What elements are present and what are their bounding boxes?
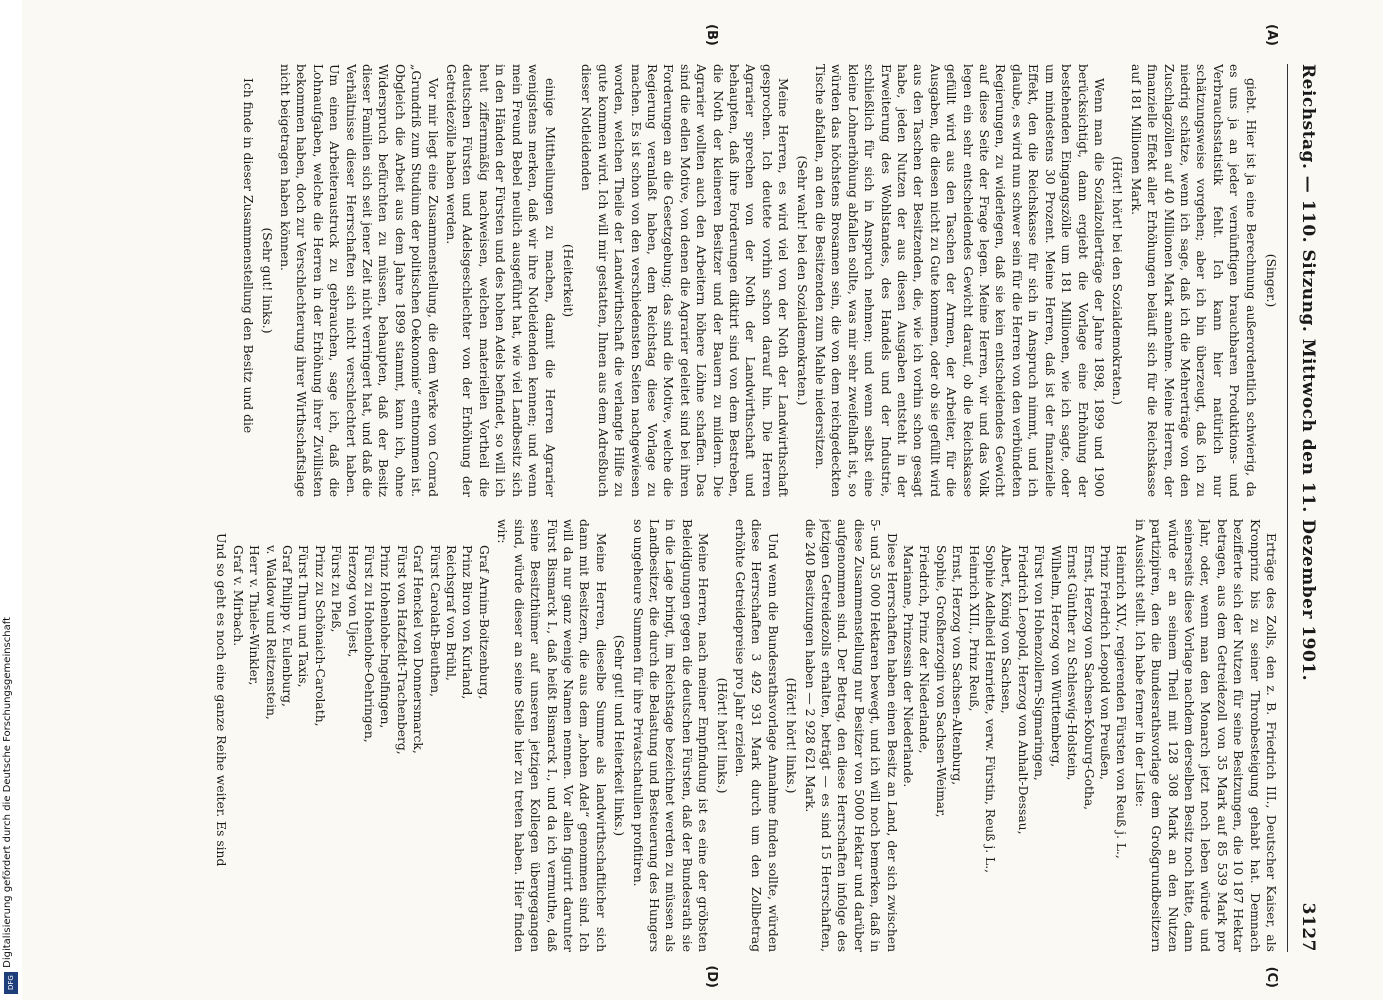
interjection: (Heiterkeit) <box>560 243 575 318</box>
list-item: Friedrich Leopold, Herzog von Anhalt-Dessau, <box>1015 545 1030 835</box>
margin-mark-d: (D) <box>704 965 719 988</box>
list-item: v. Waldow und Reitzenstein, <box>263 545 278 720</box>
right-column <box>129 519 1279 952</box>
list-item: Graf v. Mirbach. <box>230 545 245 647</box>
list-item: Graf Henckel von Donnersmarck, <box>411 545 426 754</box>
list-item: Friedrich, Prinz der Niederlande, <box>917 545 932 754</box>
interjection: (Hört! hört! links.) <box>714 677 729 794</box>
nobility-list-1 <box>900 545 1130 952</box>
interjection: (Sehr gut! und Heiterkeit links.) <box>612 634 627 837</box>
list-item: Fürst von Hatzfeldt-Trachenberg, <box>394 545 409 755</box>
list-item: Reichsgraf von Brühl, <box>444 545 459 681</box>
list-item: Prinz Hohenlohe-Ingelfingen, <box>378 545 393 729</box>
interjection: (Sehr gut! links.) <box>259 227 274 334</box>
margin-mark-c: (C) <box>1264 966 1279 988</box>
list-item: Herzog von Ujest, <box>345 545 360 658</box>
paragraph: giebt. Hier ist ja eine Berechnung außerordentlich schwierig, da es uns ja an jeder vernünftigen brauchbaren Produktions- und Verbrauchsstatistik fehlt. Ich kann hier natürlich nur schätzungsweise vorgehen; aber ich bin überzeugt, daß ich zu niedrig schätze, wenn ich sage, daß ich die Mehrerträge von den Zuschlagzöllen auf 40 Millionen Mark annehme. Meine Herren, der finanzielle Effekt aller Erhöhungen beläuft sich für die Reichskasse auf 181 Millionen Mark. <box>1128 64 1258 497</box>
list-item: Heinrich XIII., Prinz Reuß, <box>966 545 981 712</box>
list-item: Wilhelm, Herzog von Württemberg, <box>1048 545 1063 768</box>
list-item: Fürst Thurn und Taxis, <box>296 545 311 688</box>
list-item: Graf Philipp v. Eulenburg, <box>280 545 295 707</box>
paragraph: Meine Herren, nach meiner Empfindung ist es eine der gröbsten Beleidigungen gegen die deutschen Fürsten, daß der Bundesrath sie in die Lage bringt, im Reichstage bezeichnet werden zu müssen als Landbesitzer, die durch die Belastung und Besteuerung des Hungers so ungeheure Summen für ihre Privatschatullen profitiren. <box>630 519 711 952</box>
list-item: Ernst Günther zu Schleswig-Holstein, <box>1065 545 1080 781</box>
paragraph: Diese Herrschaften haben einen Besitz an Land, der sich zwischen 5- und 35 000 Hektaren bewegt, und ich will noch bemerken, daß in diese Zusammenstellung nur Besitzer von 5000 Hektar und darüber aufgenommen sind. Der Betrag, den diese Herrschaften infolge des jetzigen Getreidezolls erhalten, beträgt — es sind 15 Herrschaften, die 240 Besitzungen haben — 2 928 621 Mark. <box>802 519 899 952</box>
list-item: Heinrich XIV., regierenden Fürsten von Reuß j. L., <box>1114 545 1129 859</box>
digitization-credit: Digitalisierung gefördert durch die Deutsche Forschungsgemeinschaft <box>2 617 13 968</box>
paragraph: Erträge des Zolls, den z. B. Friedrich III., Deutscher Kaiser, als Kronprinz bis zu seiner Thronbesteigung gehabt hat. Demnach bezifferte sich der Nutzen für seine Besitzungen, die 10 187 Hektar betragen, aus dem Getreidezoll von 35 Mark auf 85 539 Mark pro Jahr, oder, wenn man den Monarch jetzt noch leben würde und seinerseits diese Vorlage nachdem derselben Besitz noch hätte, dann würde er an seinem Theil mit 128 308 Mark an den Nutzen partizipiren, den die Bundesrathsvorlage dem Großgrundbesitzern in Aussicht stellt. Ich habe ferner in der Liste: <box>1132 519 1278 952</box>
list-item: Herr v. Thiele-Winkler, <box>247 545 262 686</box>
list-item: Prinz zu Schönaich-Carolath, <box>312 545 327 727</box>
list-item: Prinz Friedrich Leopold von Preußen, <box>1097 545 1112 781</box>
paragraph: Vor mir liegt eine Zusammenstellung, die dem Werke von Conrad „Grundriß zum Studium der politischen Oekonomie“ entnommen ist. Obgleich die Arbeit aus dem Jahre 1899 stammt, kann ich, ohne Widerspruch befürchten zu müssen, behaupten, daß der Besitz dieser Familien sich seit jener Zeit nicht verringert hat, und daß die Verhältnisse dieser Herrschaften sich nicht verschlechtert haben. Um einen Arbeiteraustruck zu gebrauchen, sage ich, daß die Lohnaufgaben, welche die Herren in der Erhöhung ihrer Zivillisten bekommen haben, doch zur Verschlechterung ihrer Wirthschaftslage nicht beigetragen haben können. <box>278 64 440 497</box>
nobility-list-2 <box>229 545 492 952</box>
dfg-logo: DFG <box>4 972 18 994</box>
list-item: Prinz Biron von Kurland, <box>460 545 475 700</box>
paragraph: Und so geht es noch eine ganze Reihe weiter. Es sind <box>214 533 229 867</box>
interjection: (Hört! hört! bei den Sozialdemokraten.) <box>1110 156 1125 405</box>
list-item: Fürst zu Hohenlohe-Oehringen, <box>362 545 377 743</box>
text-columns <box>129 24 1279 988</box>
speaker-name: (Singer.) <box>1264 253 1278 308</box>
page-header <box>1287 64 1318 952</box>
paragraph: Meine Herren, es wird viel von der Noth der Landwirthschaft gesprochen. Ich deutete vorhin schon darauf hin. Die Herren Agrarier sprechen von der Noth der Landwirthschaft und behaupten, daß ihre Forderungen diktirt sind von dem Bestreben, die Noth der kleineren Besitzer und der Bauern zu mildern. Die Agrarier wollten auch den Arbeitern höhere Löhne schaffen. Das sind die edlen Motive, von denen die Agrarier geleitet sind bei ihren Forderungen an die Gesetzgebung; das sind die Motive, welche die Regierung veranlaßt haben, dem Reichstag diese Vorlage zu machen. Es ist schon von den verschiedensten Seiten nachgewiesen worden, welchen Theile der Landwirthschaft die verlangte Hilfe zu gute kommen wird. Ich will mir gestatten, Ihnen aus dem Adreßbuch dieser Notleidenden <box>579 64 791 497</box>
interjection: (Sehr wahr! bei den Sozialdemokraten.) <box>794 155 809 406</box>
rotated-page <box>62 0 1362 1000</box>
paragraph: Ich finde in dieser Zusammenstellung den Besitz und die <box>241 78 256 434</box>
list-item: Fürst von Hohenzollern-Sigmaringen, <box>1032 545 1047 781</box>
page-header-title: Reichstag. — 110. Sitzung. Mittwoch den 11. Dezember 1901. <box>1298 64 1318 682</box>
list-item: Ernst, Herzog von Sachsen-Koburg-Gotha, <box>1081 545 1096 811</box>
margin-mark-a: (A) <box>1264 24 1279 46</box>
list-item: Fürst Carolath-Beuthen, <box>427 545 442 697</box>
list-item: Sophie, Großherzogin von Sachsen-Weimar, <box>933 545 948 818</box>
list-item: Ernst, Herzog von Sachsen-Altenburg, <box>950 545 965 786</box>
list-item: Graf Arnim-Boitzenburg, <box>476 545 491 700</box>
paragraph: Und wenn die Bundesrathsvorlage Annahme finden sollte, würden diese Herrschaften 3 492 931 Mark durch um den Zollbetrag erhöhte Getreidepreise pro Jahr erzielen. <box>733 519 780 952</box>
interjection: (Hört! hört! links.) <box>784 677 799 794</box>
list-item: Sophie Adelheid Henriette, verw. Fürstin, Reuß j. L., <box>983 545 998 874</box>
list-item: Albert, König von Sachsen, <box>999 545 1014 714</box>
paragraph: Wenn man die Sozialzollerträge der Jahre 1898, 1899 und 1900 berücksichtigt, dann ergiebt die Vorlage eine Erhöhung der bestehenden Eingangszölle um 181 Millionen, wie ich sagte, oder um mindestens 30 Prozent. Meine Herren, daß ist der finanzielle Effekt, den die Reichskasse für sich in Anspruch nimmt, und ich glaube, es wird nun schwer sein für die Herren von den verbündeten Regierungen, zu widerlegen, daß sie kein entscheidendes Gewicht auf diese Seite der Frage legen. Meine Herren, wir und das Volk legen ein sehr entscheidendes Gewicht darauf, ob die Reichskasse gefüllt wird aus den Taschen der Armen, der Arbeiter, für die Ausgaben, die diesen nicht zu Gute kommen, oder ob sie gefüllt wird aus den Taschen der Besitzenden, die, wie ich vorhin schon gesagt habe, jeden Nutzen der aus diesen Ausgaben entsteht in der Erweiterung des Wohlstandes, des Handels und der Industrie, schließlich für sich in Anspruch nehmen; und wenn selbst eine kleine Lohnerhöhung abfallen sollte, was mir sehr zweifelhaft ist, so würden das höchstens Brosamen sein, die von dem reichgedeckten Tische abfallen, an den die Besitzenden zum Mahle niedersitzen. <box>813 64 1106 497</box>
paragraph: Meine Herren, dieselbe Summe als landwirthschaftlicher sich dann mit Besitzern, die aus dem „hohen Adel“ genommen sind. Ich will da nur ganz wenige Namen nennen. Vor allen figurirt darunter Fürst Bismarck I., daß heißt Bismarck I., und da ich vermuthe, daß seine Besitzthümer auf unseren jetzigen Kollegen übergegangen sind, würde dieser an seine Stelle hier zu treten haben. Hier finden wir: <box>495 519 608 952</box>
left-column <box>129 64 1279 497</box>
page-number: 3127 <box>1298 902 1318 952</box>
scanned-page <box>22 0 1383 1000</box>
paragraph: einige Mittheilungen zu machen, damit die Herren Agrarier wenigstens merken, daß wir ihre Notleidenden kennen; und wenn mein Freund Bebel neulich ausgeführt hat, wie viel Landbesitz sich in den Händen der Fürsten und des hohen Adels befindet, so will ich heut ziffernmäßig nachweisen, welchen materiellen Vortheil die deutschen Fürsten und Adelsgeschlechter von der Erhöhung der Getreidezölle haben werden. <box>444 64 557 497</box>
dfg-footer-strip <box>0 0 22 1000</box>
margin-mark-b: (B) <box>704 24 719 46</box>
list-item: Marianne, Prinzessin der Niederlande. <box>901 545 916 788</box>
list-item: Fürst zu Pleß, <box>329 545 344 633</box>
